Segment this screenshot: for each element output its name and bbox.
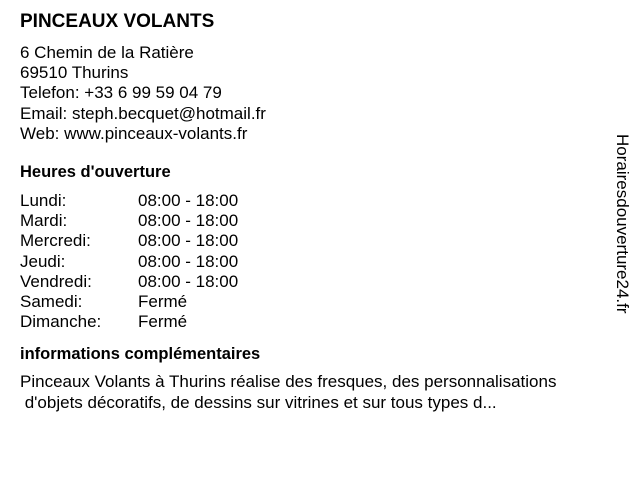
- hours-row-friday: [20, 272, 238, 292]
- address-street: 6 Chemin de la Ratière: [20, 43, 194, 62]
- site-watermark: Horairesdouverture24.fr: [613, 134, 632, 314]
- hours-time: Fermé: [138, 312, 188, 332]
- hours-row-saturday: [20, 292, 238, 312]
- hours-row-tuesday: [20, 211, 238, 231]
- hours-day: Jeudi:: [20, 251, 66, 271]
- website-link: Web: www.pinceaux-volants.fr: [20, 123, 248, 143]
- hours-time: 08:00 - 18:00: [138, 211, 239, 231]
- hours-day: Mardi:: [20, 211, 68, 231]
- hours-time: 08:00 - 18:00: [138, 231, 239, 251]
- description-line-2: d'objets décoratifs, de dessins sur vitrines et sur tous types d...: [20, 392, 497, 412]
- description-line-1: Pinceaux Volants à Thurins réalise des fresques, des personnalisations: [20, 372, 557, 392]
- hours-day: Lundi:: [20, 191, 67, 211]
- hours-day: Vendredi:: [20, 271, 92, 291]
- hours-time: 08:00 - 18:00: [138, 271, 239, 291]
- hours-day: Mercredi:: [20, 231, 91, 251]
- address-city: 69510 Thurins: [20, 63, 129, 83]
- opening-hours-table: [20, 191, 238, 332]
- contact-block: [20, 43, 620, 144]
- hours-row-wednesday: [20, 231, 238, 251]
- info-title: informations complémentaires: [20, 345, 261, 364]
- business-name: PINCEAUX VOLANTS: [20, 11, 215, 32]
- hours-title: Heures d'ouverture: [20, 163, 171, 182]
- phone-number: Telefon: +33 6 99 59 04 79: [20, 83, 222, 103]
- email-address: Email: steph.becquet@hotmail.fr: [20, 103, 266, 123]
- hours-row-thursday: [20, 252, 238, 272]
- business-description: [20, 372, 630, 412]
- business-card: [20, 10, 620, 413]
- hours-time: Fermé: [138, 292, 188, 312]
- hours-row-monday: [20, 191, 238, 211]
- hours-row-sunday: [20, 312, 238, 332]
- hours-time: 08:00 - 18:00: [138, 251, 239, 271]
- hours-time: 08:00 - 18:00: [138, 191, 239, 211]
- hours-day: Samedi:: [20, 292, 83, 312]
- hours-day: Dimanche:: [20, 312, 102, 332]
